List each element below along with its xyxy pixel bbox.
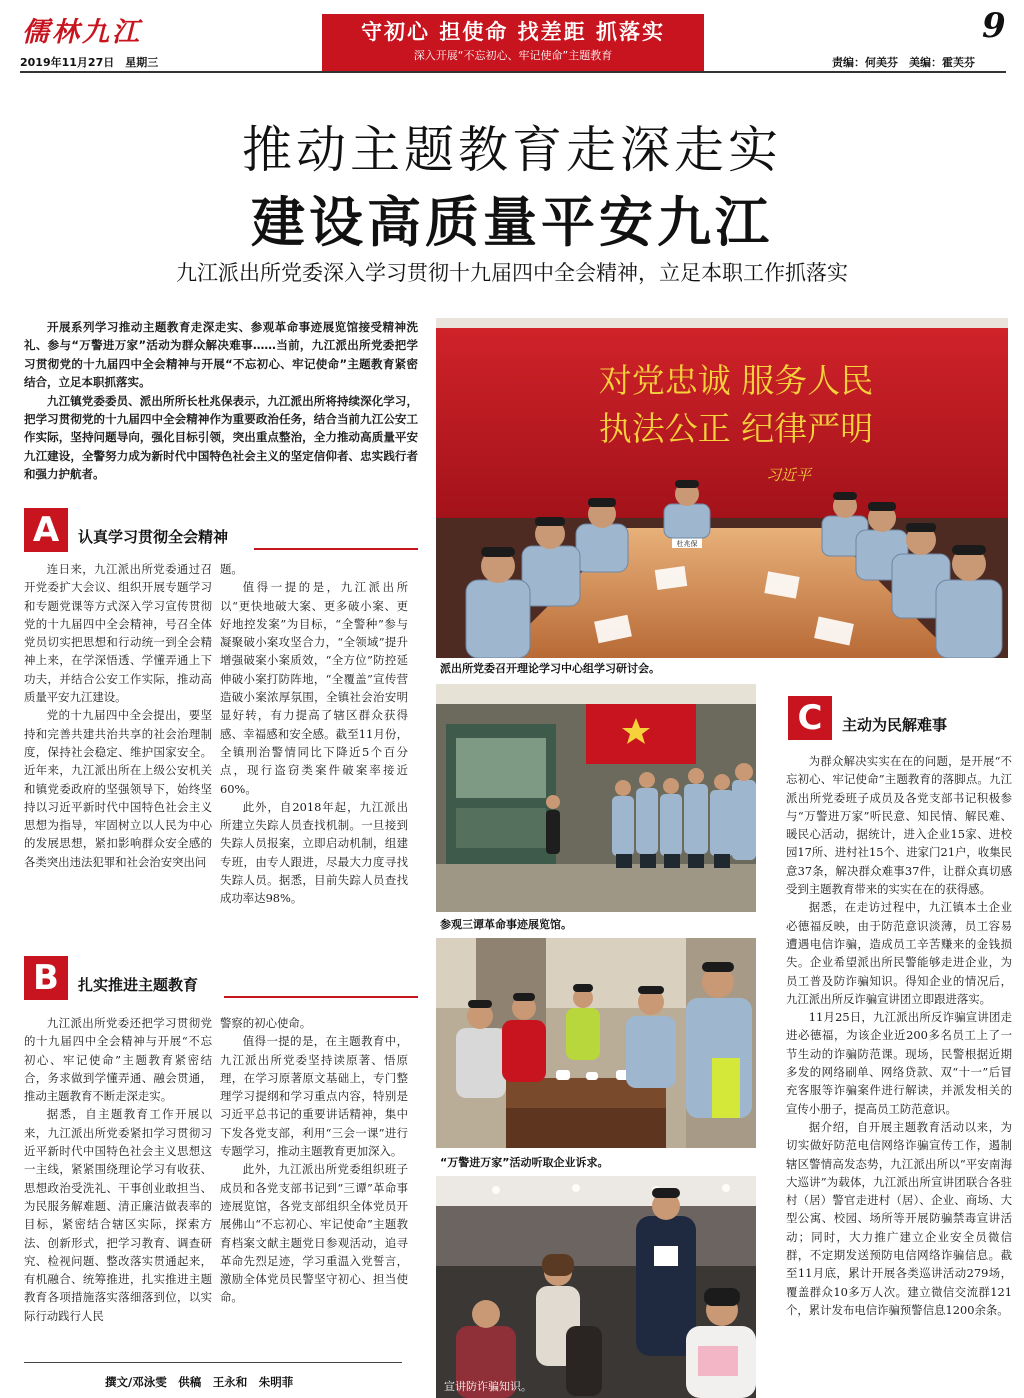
meeting-photo-illustration (436, 318, 1008, 658)
meeting-wall-signature: 习近平 (766, 466, 812, 484)
slogan-sub: 深入开展“不忘初心、牢记使命”主题教育 (413, 49, 613, 62)
masthead (0, 0, 1024, 70)
section-c-column (786, 752, 1012, 1319)
byline-rule (24, 1362, 402, 1363)
section-b-letter: B (24, 956, 68, 1000)
issue-date: 2019年11月27日 星期三 (20, 56, 159, 69)
section-a-column-2 (220, 560, 408, 908)
section-b-header (24, 956, 418, 1000)
nameplate-text: 杜兆保 (676, 540, 698, 548)
meeting-wall-slogan-2: 执法公正 纪律严明 (598, 409, 874, 448)
paper-name-logo: 儒林九江 (22, 17, 142, 48)
body-paragraph: 据悉，自主题教育工作开展以来，九江派出所党委紧扣学习贯彻习近平新时代中国特色社会主义思想这一主线，紧紧围绕理论学习有收获、思想政治受洗礼、干事创业敢担当、为民服务解难题、清正廉洁做表率的目标，紧密结合辖区实际，探索方法、创新形式，把学习教育、调查研究、检视问题、整改落实贯通起来，有机融合、统筹推进，扎实推进主题教育各项措施落实落细落到位，以实际行动践行人民 (24, 1107, 212, 1323)
body-paragraph: 九江派出所党委还把学习贯彻党的十九届四中全会精神与开展“不忘初心、牢记使命”主题教育紧密结合，务求做到学懂弄通、融会贯通，推动主题教育不断走深走实。 (24, 1016, 212, 1104)
page-number: 9 (982, 6, 1006, 46)
section-a-header (24, 508, 418, 552)
photo-study-meeting (436, 318, 1008, 658)
body-paragraph: 值得一提的是，九江派出所以“更快地破大案、更多破小案、更好地控发案”为目标，“全警种”参与凝聚破小案攻坚合力，“全领域”提升增强破案小案质效，“全方位”防控延伸破小案打防阵地，“全覆盖”宣传营造破小案浓厚氛围，全镇社会治安明显好转，有力提高了辖区群众获得感、幸福感和安全感。截至11月份，全镇刑治警情同比下降近5个百分点，现行盗窃类案件破案率接近60%。 (220, 580, 408, 796)
body-paragraph: 党的十九届四中全会提出，要坚持和完善共建共治共享的社会治理制度，保持社会稳定、维护国家安全。近年来，九江派出所在上级公安机关和镇党委政府的坚强领导下，始终坚持以习近平新时代中国特色社会主义思想为指导，牢固树立以人民为中心的发展思想，紧扣影响群众安全感的各类突出违法犯罪和社会治安突出问 (24, 708, 212, 869)
body-paragraph: 警察的初心使命。 (220, 1016, 312, 1030)
section-a-rule (254, 548, 418, 550)
lead-paragraph: 九江镇党委委员、派出所所长杜兆保表示，九江派出所将持续深化学习，把学习贯彻党的十九届四中全会精神作为重要政治任务，结合当前九江公安工作实际，坚持问题导向，强化目标引领，突出重点整治，全力推动高质量平安九江建设，全警努力成为新时代中国特色社会主义的坚定信仰者、忠实践行者和强力护航者。 (24, 393, 418, 482)
slogan-main: 守初心 担使命 找差距 抓落实 (361, 20, 665, 44)
museum-photo-illustration (436, 684, 756, 912)
meeting-wall-slogan-1: 对党忠诚 服务人民 (598, 361, 874, 400)
photo-museum-visit (436, 684, 756, 912)
lead-paragraph: 开展系列学习推动主题教育走深走实、参观革命事迹展览馆接受精神洗礼、参与“万警进万家”活动为群众解决难事……当前，九江派出所党委把学习贯彻党的十九届四中全会精神与开展“不忘初心、牢记使命”主题教育紧密结合，立足本职抓落实。 (24, 320, 418, 390)
photo-caption-2: 参观三谭革命事迹展览馆。 (440, 918, 572, 931)
masthead-rule (20, 71, 1006, 73)
byline: 撰文/邓泳雯 供稿 王永和 朱明菲 (105, 1375, 294, 1389)
photo-caption-3: “万警进万家”活动听取企业诉求。 (440, 1156, 609, 1169)
lead-paragraphs (24, 318, 418, 484)
body-paragraph: 为群众解决实实在在的问题，是开展“不忘初心、牢记使命”主题教育的落脚点。九江派出所党委班子成员及各党支部书记积极参与“万警进万家”听民意、知民情、解民难、暖民心活动，据统计，进入企业15家、进校园17所、进村社15个、进家门21户，收集民意37条，解决群众难事37件，让群众真切感受到主题教育带来的实实在在的获得感。 (786, 754, 1012, 897)
body-paragraph: 值得一提的是，在主题教育中，九江派出所党委坚持读原著、悟原理，在学习原著原文基础上，专门整理学习提纲和学习重点内容，特别是习近平总书记的重要讲话精神，集中下发各党支部，利用“三会一课”进行专题学习，推动主题教育更加深入。 (220, 1034, 408, 1159)
slogan-banner (322, 14, 704, 72)
photo-enterprise-visit (436, 938, 756, 1148)
section-a-column-1 (24, 560, 212, 871)
body-paragraph: 连日来，九江派出所党委通过召开党委扩大会议、组织开展专题学习和专题党课等方式深入学习宣传贯彻党的十九届四中全会精神，号召全体党员切实把思想和行动统一到全会精神上来，在学深悟透、学懂弄通上下功夫，并结合公安工作实际，推动高质量平安九江建设。 (24, 562, 212, 705)
headline-subtitle: 九江派出所党委深入学习贯彻十九届四中全会精神，立足本职工作抓落实 (176, 261, 848, 285)
body-paragraph: 此外，自2018年起，九江派出所建立失踪人员查找机制。一旦接到失踪人员报案，立即启动机制，组建专班，由专人跟进，尽最大力度寻找失踪人员。据悉，目前失踪人员查找成功率达98%。 (220, 799, 408, 906)
body-paragraph: 据悉，在走访过程中，九江镇本土企业必德福反映，由于防范意识淡薄，员工容易遭遇电信诈骗，造成员工辛苦赚来的金钱损失。企业希望派出所民警能够走进企业，为员工普及防诈骗知识。得知企业的情况后，九江派出所反诈骗宣讲团立即跟进落实。 (786, 900, 1012, 1006)
section-b-column-1 (24, 1014, 212, 1325)
section-c-header (788, 696, 1012, 740)
section-b-title: 扎实推进主题教育 (78, 976, 199, 994)
section-a-letter: A (24, 508, 68, 552)
section-a-title: 认真学习贯彻全会精神 (78, 528, 229, 546)
body-paragraph: 11月25日，九江派出所反诈骗宣讲团走进必德福，为该企业近200多名员工上了一节生动的诈骗防范课。现场，民警根据近期多发的网络刷单、网络贷款、双“十一”后冒充客服等诈骗案件进行解读，并派发相关的宣传小册子，提高员工防范意识。 (786, 1010, 1012, 1116)
headline-line2: 建设高质量平安九江 (251, 190, 773, 254)
body-paragraph: 题。 (220, 562, 243, 576)
photo-caption-1: 派出所党委召开理论学习中心组学习研讨会。 (440, 662, 660, 675)
photo-anti-fraud-talk (436, 1176, 756, 1398)
anti-fraud-photo-illustration (436, 1176, 756, 1398)
section-c-title: 主动为民解难事 (842, 716, 948, 734)
enterprise-photo-illustration (436, 938, 756, 1148)
body-paragraph: 此外，九江派出所党委组织班子成员和各党支部书记到“三谭”革命事迹展览馆，各党支部组织全体党员开展佛山“不忘初心、牢记使命”主题教育档案文献主题党日参观活动，追寻革命先烈足迹，学习重温入党誓言，激励全体党员民警坚守初心、担当使命。 (220, 1162, 408, 1305)
headline-line1: 推动主题教育走深走实 (242, 121, 782, 179)
body-paragraph: 据介绍，自开展主题教育活动以来，为切实做好防范电信网络诈骗宣传工作，遏制辖区警情高发态势，九江派出所以“平安南海大巡讲”为载体，九江派出所宣讲团联合各驻村（居）警官走进村（居）、企业、商场、大型公寓、校园、场所等开展防骗禁毒宣讲活动；同时，大力推广建立企业安全员微信群，不定期发送预防电信网络诈骗信息。截至11月底，累计开展各类巡讲活动279场，覆盖群众10多万人次。建立微信交流群121个，累计发布电信诈骗预警信息1200余条。 (786, 1119, 1012, 1317)
photo-caption-4: 宣讲防诈骗知识。 (444, 1380, 532, 1393)
section-b-column-2 (220, 1014, 408, 1307)
section-b-rule (224, 996, 418, 998)
section-c-letter: C (788, 696, 832, 740)
editors-credit: 责编：何美芬 美编：霍芙芬 (832, 56, 975, 69)
